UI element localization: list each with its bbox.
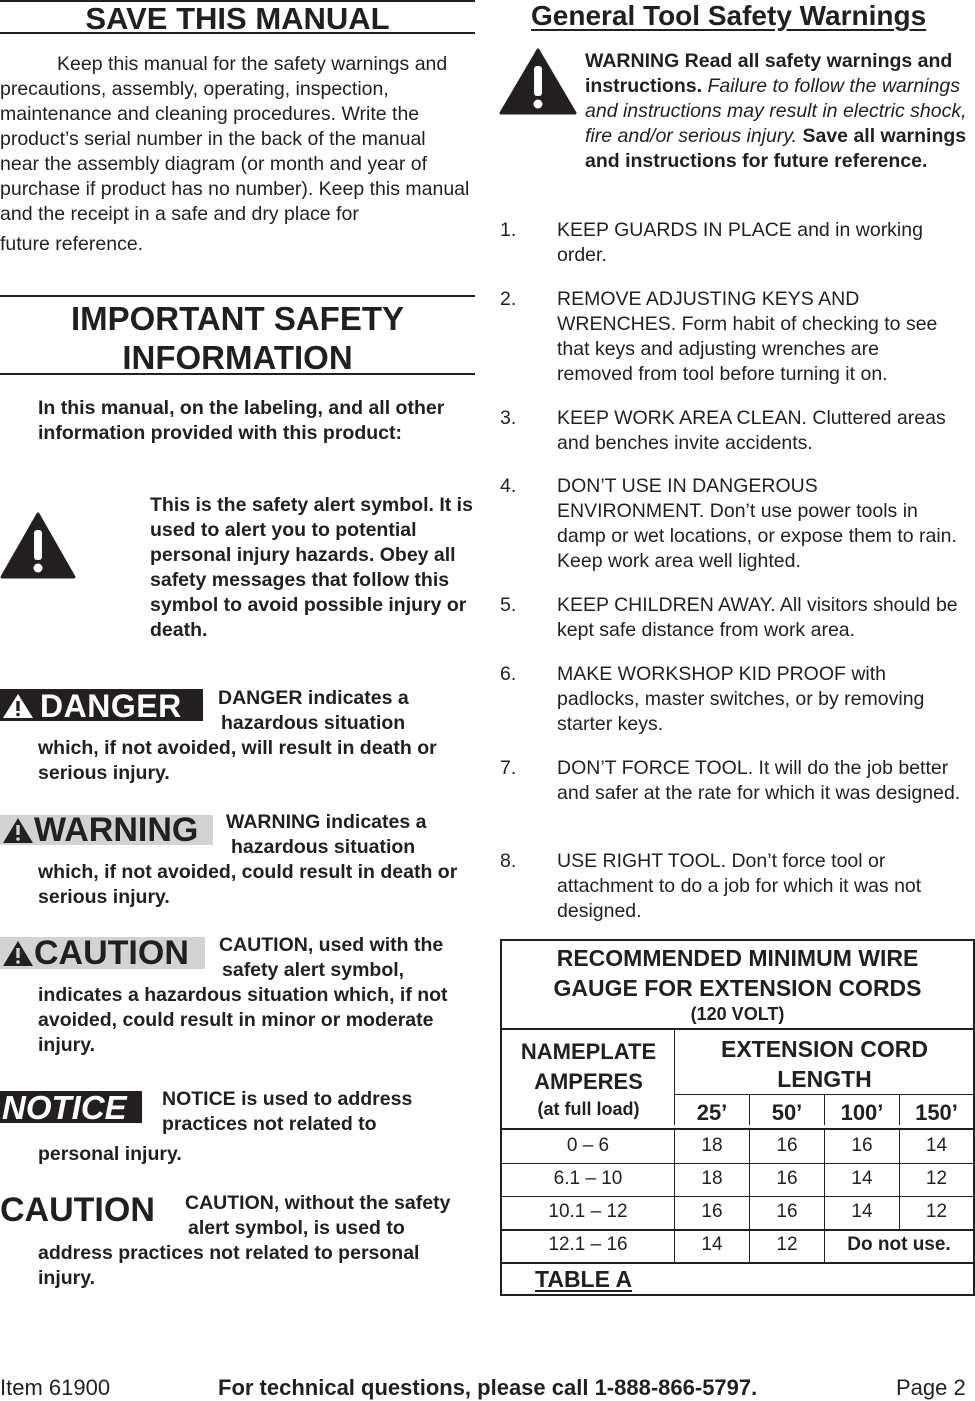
caution-desc-line2: safety alert symbol, (222, 959, 405, 981)
table-label: TABLE A (535, 1266, 633, 1292)
caution-no-symbol-desc-line1: CAUTION, without the safety (185, 1192, 451, 1214)
table-divider (502, 1229, 973, 1231)
caution-no-symbol-description-top (185, 1191, 475, 1241)
col-header-length: LENGTH (777, 1066, 872, 1092)
gauge-cell: 16 (701, 1201, 723, 1222)
safety-info-intro: In this manual, on the labeling, and all other information provided with this product: (38, 397, 445, 444)
safety-info-title-line2: INFORMATION (122, 339, 353, 376)
general-warning-alert-icon (499, 48, 577, 116)
general-warning-save: Save all warnings and instructions for future reference. (585, 125, 967, 172)
rule-text: REMOVE ADJUSTING KEYS AND WRENCHES. Form habit of checking to see that keys and adjusting wrenches are removed from tool before turning it on. (557, 288, 938, 385)
col-header-full-load: (at full load) (537, 1099, 640, 1119)
notice-description-top (162, 1087, 462, 1137)
danger-description-top (218, 686, 478, 736)
gauge-cell: 12 (925, 1201, 948, 1222)
table-title-line1: RECOMMENDED MINIMUM WIRE (556, 945, 919, 971)
table-divider (749, 1130, 750, 1262)
gauge-cell: 14 (701, 1234, 723, 1255)
save-manual-text: Keep this manual for the safety warnings and precautions, assembly, operating, inspection, maintenance and cleaning procedures. Write the product’s serial number in the back of the manual near the assembly diagram (or month and year of purchase if product has no number). Keep this manual and the receipt in a safe and dry place for (0, 53, 470, 225)
rule-item (500, 662, 975, 737)
amps-cell: 10.1 – 12 (548, 1201, 628, 1222)
table-divider (502, 1163, 973, 1164)
length-header: 25’ (696, 1100, 728, 1125)
gauge-cell: 16 (776, 1201, 798, 1222)
caution-description-top (219, 933, 479, 983)
rule-number: 8. (500, 850, 517, 872)
rule-text: DON’T USE IN DANGEROUS ENVIRONMENT. Don’t use power tools in damp or wet locations, or expose them to rain. Keep work area well lighted. (557, 475, 957, 572)
rule-number: 5. (500, 594, 517, 616)
safety-info-title (0, 295, 475, 375)
caution-no-symbol-label-text: CAUTION (0, 1191, 155, 1229)
rule-number: 2. (500, 288, 517, 310)
general-warnings-title: General Tool Safety Warnings (531, 0, 927, 31)
rule-number: 7. (500, 757, 517, 779)
warning-desc-line1: WARNING indicates a (226, 811, 427, 833)
danger-alert-icon (0, 689, 36, 721)
warning-alert-icon (1, 815, 35, 845)
save-manual-text-end: future reference. (0, 233, 144, 255)
table-title-sub: (120 VOLT) (690, 1004, 785, 1024)
col-header-amperes: AMPERES (534, 1069, 643, 1094)
notice-description-rest: personal injury. (38, 1143, 182, 1165)
rule-number: 6. (500, 663, 517, 685)
rule-item (500, 849, 975, 924)
footer-item-number: Item 61900 (0, 1375, 111, 1400)
rule-item (500, 218, 975, 268)
safety-info-title-line1: IMPORTANT SAFETY (70, 300, 405, 337)
notice-label-text: NOTICE (2, 1089, 127, 1126)
save-manual-body (0, 52, 470, 257)
caution-signal-label (0, 934, 205, 972)
table-divider (502, 1196, 973, 1197)
save-manual-title: SAVE THIS MANUAL (0, 0, 475, 34)
danger-desc-line2: hazardous situation (221, 712, 406, 734)
table-divider (899, 1094, 900, 1125)
rule-item (500, 406, 975, 456)
length-header: 150’ (915, 1100, 958, 1125)
caution-description-rest: indicates a hazardous situation which, if not avoided, could result in minor or moderate injury. (38, 984, 448, 1056)
rule-item (500, 756, 975, 831)
warning-signal-label (0, 811, 213, 849)
warning-description-rest: which, if not avoided, could result in death or serious injury. (38, 861, 458, 908)
rule-text: KEEP WORK AREA CLEAN. Cluttered areas and benches invite accidents. (557, 407, 946, 454)
danger-description-rest: which, if not avoided, will result in death or serious injury. (38, 737, 437, 784)
rule-number: 1. (500, 219, 517, 241)
gauge-cell: 14 (851, 1201, 873, 1222)
table-divider (824, 1130, 825, 1262)
footer-tech-support: For technical questions, please call 1-888-866-5797. (218, 1375, 758, 1400)
wire-gauge-table (500, 939, 975, 1296)
do-not-use-cell: Do not use. (847, 1234, 951, 1255)
gauge-cell: 14 (851, 1168, 873, 1189)
rule-text: KEEP CHILDREN AWAY. All visitors should be kept safe distance from work area. (557, 594, 958, 641)
table-divider (502, 1028, 973, 1030)
warning-description-top (226, 810, 476, 860)
caution-label-text: CAUTION (34, 934, 189, 972)
rule-text: MAKE WORKSHOP KID PROOF with padlocks, master switches, or by removing starter keys. (557, 663, 925, 735)
gauge-cell: 16 (851, 1135, 873, 1156)
length-header: 100’ (840, 1100, 884, 1125)
rule-text: USE RIGHT TOOL. Don’t force tool or attachment to do a job for which it was not designed. (557, 850, 922, 922)
rule-text: KEEP GUARDS IN PLACE and in working order. (557, 219, 923, 266)
table-title-line2: GAUGE FOR EXTENSION CORDS (553, 975, 922, 1001)
safety-alert-icon (0, 512, 76, 580)
rule-text: DON’T FORCE TOOL. It will do the job better and safer at the rate for which it was designed. (557, 757, 961, 804)
length-header: 50’ (771, 1100, 803, 1125)
gauge-cell: 16 (776, 1168, 798, 1189)
caution-desc-line1: CAUTION, used with the (219, 934, 444, 956)
gauge-cell: 18 (701, 1168, 723, 1189)
table-divider (674, 1130, 675, 1262)
table-divider (502, 1128, 973, 1130)
gauge-cell: 14 (925, 1135, 948, 1156)
col-header-nameplate: NAMEPLATE (520, 1039, 657, 1064)
amps-cell: 0 – 6 (566, 1135, 610, 1156)
general-warning-text (585, 49, 970, 174)
warning-desc-line2: hazardous situation (231, 836, 416, 858)
gauge-cell: 18 (701, 1135, 723, 1156)
caution-alert-icon (1, 937, 35, 969)
rule-item (500, 474, 975, 574)
rule-number: 4. (500, 475, 517, 497)
table-divider (824, 1094, 825, 1125)
warning-label-text: WARNING (34, 811, 199, 849)
safety-alert-description: This is the safety alert symbol. It is used to alert you to potential personal injury hazards. Obey all safety messages that follow this symbol to avoid possible injury or death. (150, 494, 473, 641)
general-warning-italic: Failure to follow the warnings and instructions may result in electric shock, fire and/or serious injury. (585, 75, 967, 147)
col-header-extension: EXTENSION CORD (720, 1036, 929, 1062)
danger-desc-line1: DANGER indicates a (218, 687, 409, 709)
gauge-cell: 12 (925, 1168, 948, 1189)
notice-desc-line1: NOTICE is used to address (162, 1088, 413, 1110)
general-warning-bold: WARNING Read all safety warnings and instructions. (585, 50, 953, 97)
rule-number: 3. (500, 407, 517, 429)
danger-signal-label (0, 688, 203, 724)
gauge-cell: 16 (776, 1135, 798, 1156)
notice-desc-line2: practices not related to (162, 1113, 377, 1135)
table-divider (899, 1130, 900, 1229)
danger-label-text: DANGER (40, 688, 182, 724)
rule-item (500, 593, 975, 643)
amps-cell: 12.1 – 16 (548, 1234, 628, 1255)
table-divider (749, 1094, 750, 1125)
caution-no-symbol-description-rest: address practices not related to personal injury. (38, 1242, 420, 1289)
amps-cell: 6.1 – 10 (553, 1168, 623, 1189)
rule-item (500, 287, 975, 387)
notice-signal-label (0, 1089, 142, 1126)
caution-no-symbol-desc-line2: alert symbol, is used to (188, 1217, 405, 1239)
caution-no-symbol-label (0, 1191, 168, 1229)
footer-page-number: Page 2 (896, 1375, 966, 1400)
gauge-cell: 12 (776, 1234, 798, 1255)
